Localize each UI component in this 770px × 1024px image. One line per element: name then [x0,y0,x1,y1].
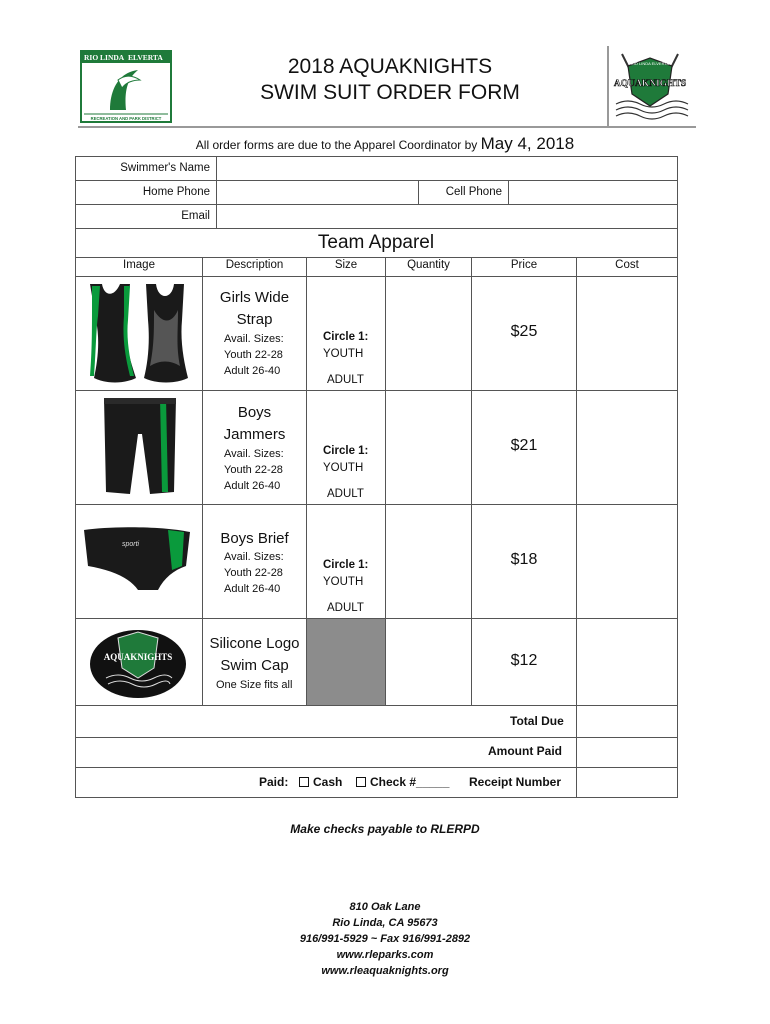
svg-text:AQUAKNIGHTS: AQUAKNIGHTS [613,79,687,89]
sizes-youth: Youth 22-28 [224,567,283,579]
home-phone-label: Home Phone [142,186,210,198]
team-website-link[interactable]: www.rleaquaknights.org [321,965,449,977]
product-quantity-field[interactable] [385,504,472,619]
boys-brief-image [82,522,192,594]
col-head-price: Price [510,259,538,271]
svg-text:AQUAKNIGHTS: AQUAKNIGHTS [103,652,173,662]
product-name-line-2: Swim Cap [220,657,289,674]
sizes-heading: Avail. Sizes: [224,333,284,345]
address-phone: 916/991-5929 ~ Fax 916/991-2892 [299,933,471,945]
product-name [202,287,307,331]
website-link[interactable]: www.rleparks.com [336,949,434,961]
size-options [323,329,368,363]
due-text: All order forms are due to the Apparel Coordinator by [195,138,478,152]
amount-paid-label: Amount Paid [488,744,562,758]
size-options [323,557,368,591]
cell-phone-field[interactable] [508,180,678,205]
product-name-line-2: Jammers [223,426,286,443]
cash-option[interactable] [299,775,342,789]
col-head-quantity: Quantity [407,259,450,271]
svg-text:RIO LINDA: RIO LINDA [84,53,125,62]
size-options [323,443,368,477]
address-city: Rio Linda, CA 95673 [332,917,438,929]
size-option-adult[interactable]: ADULT [327,602,364,614]
swim-cap-image [88,622,188,700]
swimmer-name-field[interactable] [216,156,678,181]
checkbox-icon[interactable] [356,777,366,787]
size-option-youth[interactable]: YOUTH [323,462,364,474]
total-due-field[interactable] [576,705,678,738]
swimmer-name-label: Swimmer's Name [120,162,210,174]
product-name [202,633,307,677]
header-rule [78,126,696,128]
address-street: 810 Oak Lane [349,901,421,913]
svg-text:sporti: sporti [122,541,140,548]
product-quantity-field[interactable] [385,390,472,505]
checkbox-icon[interactable] [299,777,309,787]
circle-instruction: Circle 1: [323,445,369,457]
amount-paid-field[interactable] [576,737,678,768]
form-title [180,54,600,106]
svg-text:RECREATION AND PARK DISTRICT: RECREATION AND PARK DISTRICT [90,116,162,121]
product-name-line-2: Strap [236,311,273,328]
product-quantity-field[interactable] [385,276,472,391]
product-price: $21 [510,437,538,454]
cell-phone-label: Cell Phone [445,186,502,198]
product-price: $18 [510,551,538,568]
product-cost-field[interactable] [576,390,678,505]
contact-address [0,899,770,979]
sizes-one-size: One Size fits all [216,679,293,691]
email-field[interactable] [216,204,678,229]
sizes-heading: Avail. Sizes: [224,448,284,460]
check-option[interactable] [356,775,449,789]
product-name-line-1: Boys Brief [220,530,289,547]
team-apparel-title: Team Apparel [317,232,435,253]
circle-instruction: Circle 1: [323,559,369,571]
boys-jammers-image [100,394,180,498]
email-label: Email [181,210,210,222]
title-line-2: SWIM SUIT ORDER FORM [260,81,520,104]
product-sizes [224,331,284,379]
receipt-number-label: Receipt Number [469,775,562,789]
product-name-line-1: Girls Wide [219,289,290,306]
circle-instruction: Circle 1: [323,331,369,343]
sizes-heading: Avail. Sizes: [224,551,284,563]
checks-payable-note: Make checks payable to RLERPD [290,822,480,836]
due-date: May 4, 2018 [480,134,575,153]
product-name-line-1: Boys [237,404,272,421]
product-sizes [216,677,292,693]
paid-label: Paid: [259,775,289,789]
product-cost-field[interactable] [576,618,678,706]
title-line-1: 2018 AQUAKNIGHTS [287,55,493,78]
sizes-youth: Youth 22-28 [224,349,283,361]
product-sizes [224,446,284,494]
total-due-label: Total Due [510,714,564,728]
product-cost-field[interactable] [576,276,678,391]
home-phone-field[interactable] [216,180,419,205]
size-option-youth[interactable]: YOUTH [323,576,364,588]
col-head-image: Image [123,259,155,271]
size-option-youth[interactable]: YOUTH [323,348,364,360]
sizes-youth: Youth 22-28 [224,464,283,476]
col-head-size: Size [334,259,358,271]
check-number-label: Check #_____ [370,775,450,789]
product-price: $12 [510,652,538,669]
svg-text:ELVERTA: ELVERTA [128,53,163,62]
aquaknights-logo [608,46,692,126]
sizes-adult: Adult 26-40 [224,480,281,492]
sizes-adult: Adult 26-40 [224,583,281,595]
product-sizes [224,549,284,597]
product-size-cell [306,618,386,706]
girls-suit-image [84,280,194,386]
product-name [202,528,307,550]
receipt-number-field[interactable] [576,767,678,798]
sizes-adult: Adult 26-40 [224,365,281,377]
product-price: $25 [510,323,538,340]
due-notice [0,134,770,154]
col-head-cost: Cost [615,259,639,271]
product-name [202,402,307,446]
col-head-description: Description [225,259,284,271]
size-option-adult[interactable]: ADULT [327,488,364,500]
product-quantity-field[interactable] [385,618,472,706]
product-cost-field[interactable] [576,504,678,619]
svg-text:RIO LINDA ELVERTA: RIO LINDA ELVERTA [630,61,670,66]
total-due-label-cell [75,705,577,738]
size-option-adult[interactable]: ADULT [327,374,364,386]
cash-label: Cash [313,775,343,789]
rlerpd-logo [80,50,172,123]
product-name-line-1: Silicone Logo [209,635,300,652]
